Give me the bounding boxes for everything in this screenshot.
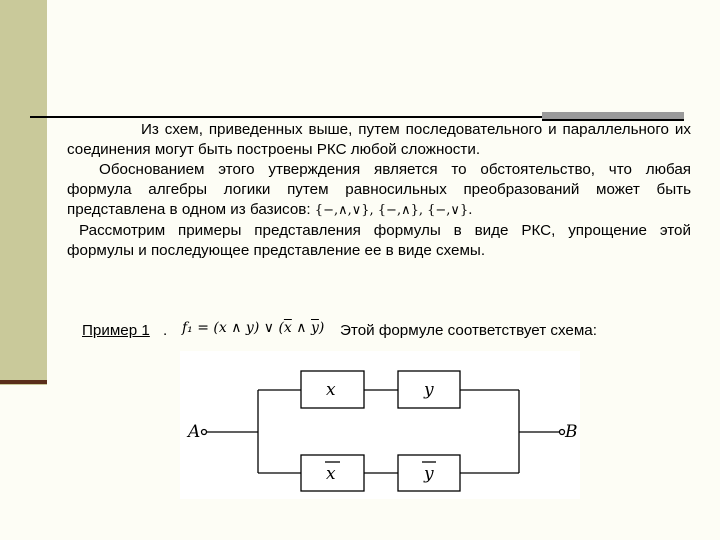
paragraph-1: Из схем, приведенных выше, путем последовательного и параллельного их соединения могут быть построены РКС любой сложности. (67, 121, 691, 158)
paragraph-3: Рассмотрим примеры представления формулы в виде РКС, упрощение этой формулы и последующее представление ее в виде схемы. (67, 222, 691, 259)
circuit-svg (180, 351, 580, 499)
box-y-bar-label: y (424, 464, 434, 484)
body-text (67, 120, 691, 261)
left-decor-bar (0, 0, 47, 385)
formula-close: ) (318, 320, 325, 336)
box-x-label: x (326, 380, 336, 400)
paragraph-2-text: Обоснованием этого утверждения является то обстоятельство, что любая формула алгебры логики путем равносильных преобразований может быть представлена в одном из базисов: (67, 161, 691, 218)
left-decor-line (0, 380, 47, 384)
header-rule (30, 116, 542, 118)
circuit-diagram (180, 351, 580, 499)
box-x-bar-label: x (326, 464, 336, 484)
formula-y-bar: $\overline{y}$ (310, 320, 319, 336)
bases-formula: {−,∧,∨}, {−,∧}, {−,∨}. (314, 203, 473, 218)
formula-x-bar: $\overline{x}$ (283, 320, 292, 336)
formula-and: ∧ (291, 320, 311, 336)
example-text: Этой формуле соответствует схема: (340, 322, 597, 339)
formula-lhs: f₁ = (x ∧ y) ∨ ( (182, 320, 284, 336)
box-y-label: y (424, 380, 434, 400)
example-label: Пример 1 (82, 322, 150, 339)
terminal-b (560, 430, 565, 435)
example-row (82, 320, 702, 346)
terminal-a (202, 430, 207, 435)
example-dot: . (163, 322, 168, 339)
node-b-label: B (565, 422, 578, 442)
example-formula (182, 320, 324, 336)
node-a-label: A (188, 422, 201, 442)
paragraph-2 (67, 160, 691, 221)
